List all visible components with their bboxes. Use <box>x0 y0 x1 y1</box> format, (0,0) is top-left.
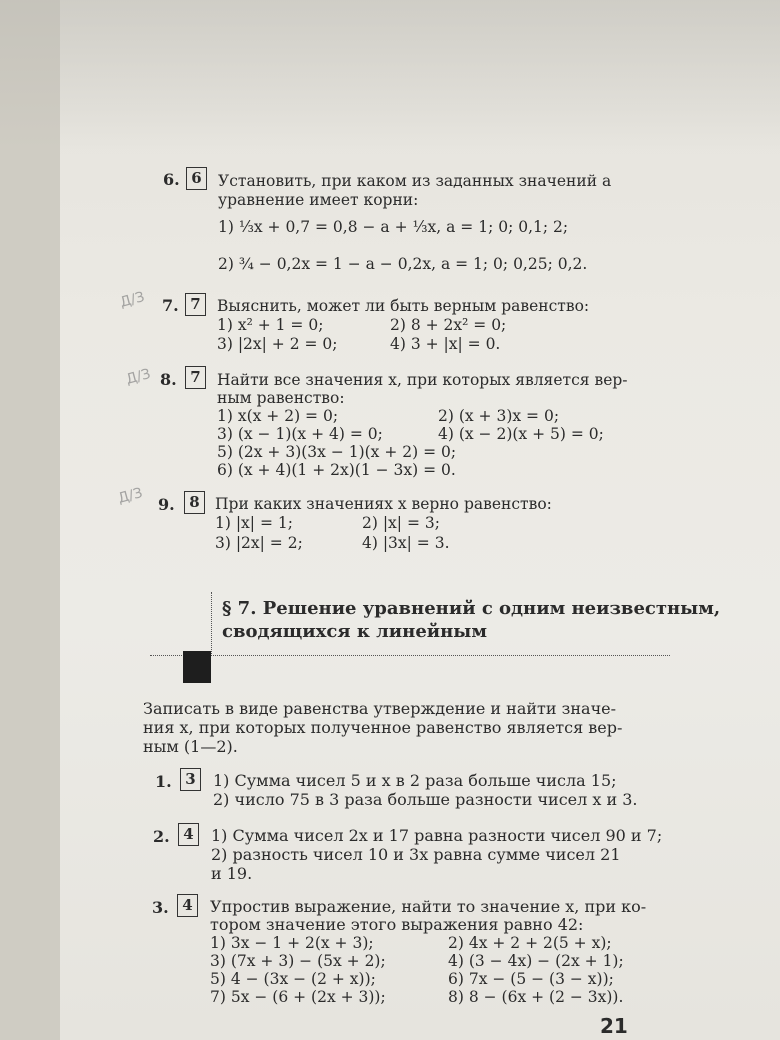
problem-9-option-2: 2) |x| = 3; <box>362 514 440 532</box>
problem-6-box: 6 <box>186 167 207 190</box>
problem-9-number: 9. <box>158 495 175 514</box>
problem-8-line-1: Найти все значения x, при которых является вер- <box>217 371 628 389</box>
problem-6-line-1: Установить, при каком из заданных значений a <box>218 172 612 190</box>
problem-8-option-6: 6) (x + 4)(1 + 2x)(1 − 3x) = 0. <box>217 461 456 479</box>
problem-7-option-1: 1) x² + 1 = 0; <box>217 316 324 334</box>
exercise-3-number: 3. <box>152 898 169 917</box>
intro-line-2: ния x, при которых полученное равенство является вер- <box>143 718 623 737</box>
exercise-3-option-4: 4) (3 − 4x) − (2x + 1); <box>448 952 624 970</box>
problem-8-option-4: 4) (x − 2)(x + 5) = 0; <box>438 425 604 443</box>
section-title-line-2: сводящихся к линейным <box>222 621 487 642</box>
exercise-3-option-1: 1) 3x − 1 + 2(x + 3); <box>210 934 374 952</box>
problem-7-line-1: Выяснить, может ли быть верным равенство: <box>217 297 590 315</box>
problem-9-handwritten-note: Д/З <box>116 485 145 507</box>
intro-line-1: Записать в виде равенства утверждение и найти значе- <box>143 699 617 718</box>
problem-8-option-3: 3) (x − 1)(x + 4) = 0; <box>217 425 383 443</box>
exercise-3-option-7: 7) 5x − (6 + (2x + 3)); <box>210 988 386 1006</box>
exercise-2-number: 2. <box>153 827 170 846</box>
problem-7-option-4: 4) 3 + |x| = 0. <box>390 335 501 353</box>
exercise-2-box: 4 <box>178 823 199 846</box>
exercise-3-option-6: 6) 7x − (5 − (3 − x)); <box>448 970 614 988</box>
problem-6-number: 6. <box>163 170 180 189</box>
intro-line-3: ным (1—2). <box>143 737 238 756</box>
problem-8-line-2: ным равенство: <box>217 389 345 407</box>
exercise-1-line-2: 2) число 75 в 3 раза больше разности чисел x и 3. <box>213 790 638 809</box>
problem-9-option-3: 3) |2x| = 2; <box>215 534 303 552</box>
problem-9-option-1: 1) |x| = 1; <box>215 514 293 532</box>
problem-8-option-5: 5) (2x + 3)(3x − 1)(x + 2) = 0; <box>217 443 457 461</box>
exercise-1-line-1: 1) Сумма чисел 5 и x в 2 раза больше числа 15; <box>213 771 617 790</box>
problem-6-option-1: 1) ⅓x + 0,7 = 0,8 − a + ⅓x, a = 1; 0; 0,1; 2; <box>218 218 569 236</box>
problem-8-box: 7 <box>185 366 206 389</box>
exercise-3-option-3: 3) (7x + 3) − (5x + 2); <box>210 952 386 970</box>
exercise-3-box: 4 <box>177 894 198 917</box>
exercise-2-line-2: 2) разность чисел 10 и 3x равна сумме чисел 21 <box>211 845 621 864</box>
problem-6-option-2: 2) ¾ − 0,2x = 1 − a − 0,2x, a = 1; 0; 0,25; 0,2. <box>218 255 588 273</box>
problem-8-handwritten-note: Д/З <box>124 366 153 388</box>
problem-6-line-2: уравнение имеет корни: <box>218 191 419 209</box>
problem-7-option-2: 2) 8 + 2x² = 0; <box>390 316 507 334</box>
exercise-3-line-1: Упростив выражение, найти то значение x, при ко- <box>210 897 647 916</box>
exercise-2-line-3: и 19. <box>211 864 253 883</box>
problem-7-option-3: 3) |2x| + 2 = 0; <box>217 335 338 353</box>
problem-7-handwritten-note: Д/З <box>118 289 147 311</box>
exercise-3-option-8: 8) 8 − (6x + (2 − 3x)). <box>448 988 624 1006</box>
exercise-1-box: 3 <box>180 768 201 791</box>
problem-8-option-2: 2) (x + 3)x = 0; <box>438 407 560 425</box>
section-dotted-vertical-line <box>211 592 212 654</box>
problem-7-number: 7. <box>162 296 179 315</box>
problem-7-box: 7 <box>185 293 206 316</box>
exercise-1-number: 1. <box>155 772 172 791</box>
problem-9-line-1: При каких значениях x верно равенство: <box>215 495 552 513</box>
problem-8-number: 8. <box>160 370 177 389</box>
page-number: 21 <box>600 1014 628 1038</box>
problem-9-box: 8 <box>184 491 205 514</box>
page-shadow <box>0 0 780 150</box>
problem-9-option-4: 4) |3x| = 3. <box>362 534 450 552</box>
section-marker-square <box>183 651 211 683</box>
section-dotted-horizontal-line <box>150 655 670 656</box>
exercise-3-option-5: 5) 4 − (3x − (2 + x)); <box>210 970 376 988</box>
exercise-2-line-1: 1) Сумма чисел 2x и 17 равна разности чисел 90 и 7; <box>211 826 663 845</box>
exercise-3-option-2: 2) 4x + 2 + 2(5 + x); <box>448 934 612 952</box>
section-title-line-1: § 7. Решение уравнений с одним неизвестным, <box>222 598 721 619</box>
problem-8-option-1: 1) x(x + 2) = 0; <box>217 407 339 425</box>
exercise-3-line-2: тором значение этого выражения равно 42: <box>210 915 584 934</box>
